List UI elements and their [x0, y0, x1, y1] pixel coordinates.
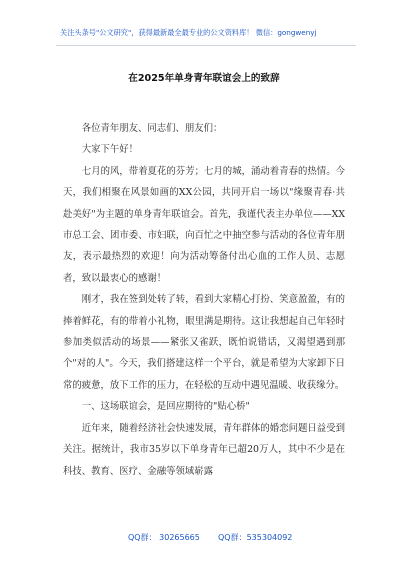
footer-qq-group-1: QQ群： 30265665: [128, 533, 200, 542]
paragraph-signin: 刚才，我在签到处转了转，看到大家精心打扮、笑意盈盈，有的捧着鲜花，有的带着小礼物，眼里满是期待。这让我想起自己年轻时参加类似活动的场景——紧张又雀跃，既怕说错话，又渴望遇到那个"对的人"。今天，我们搭建这样一个平台，就是希望为大家卸下日常的疲惫，放下工作的压力，在轻松的互动中遇见温暖、收获缘分。: [63, 294, 345, 391]
greeting: 大家下午好！: [81, 144, 139, 156]
paragraph-background: 近年来，随着经济社会快速发展，青年群体的婚恋问题日益受到关注。据统计，我市35岁以下单身青年已超20万人，其中不少是在科技、教育、医疗、金融等领域崭露: [63, 422, 345, 477]
document-title: 在2025年单身青年联谊会上的致辞: [128, 73, 280, 84]
paragraph-opening: 七月的风，带着夏花的芬芳；七月的城，涌动着青春的热情。今天，我们相聚在风景如画的XX公园，共同开启一场以"缘聚青春·共赴美好"为主题的单身青年联谊会。首先，我谨代表主办单位——XX市总工会、团市委、市妇联，向百忙之中抽空参与活动的各位青年朋友，表示最热烈的欢迎！向为活动筹备付出心血的工作人员、志愿者，致以最衷心的感谢！: [63, 165, 345, 284]
header-divider: [56, 45, 356, 46]
salutation: 各位青年朋友、同志们、朋友们：: [81, 123, 223, 134]
footer-qq-group-2: QQ群：535304092: [218, 533, 293, 542]
document-body: [63, 118, 345, 482]
header-banner: 关注头条号"公文研究"，获得最新最全最专业的公文资料库！ 微信：gongwenyj: [60, 28, 317, 37]
section-heading: 一、这场联谊会，是回应期待的"贴心桥": [81, 401, 250, 413]
